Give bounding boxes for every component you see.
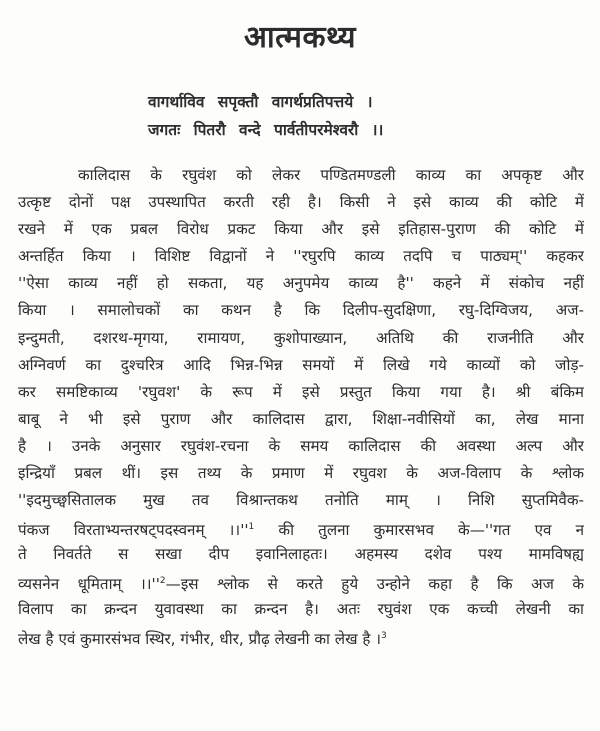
line-text-tail: —इस श्लोक से करते हुये उन्होने कहा है कि अज के: [165, 575, 584, 594]
paragraph-line: ''ऐसा काव्य नहीं हो सकता, यह अनुपमेय काव्य है'' कहने में संकोच नहीं: [18, 274, 584, 293]
paragraph-line: ते निवर्तते स सखा दीप इवानिलाहतः। अहमस्य दशेव पश्य मामविषह्य: [18, 545, 584, 564]
paragraph-line: विलाप का क्रन्दन युवावस्था का क्रन्दन है। अतः रघुवंश एक कच्ची लेखनी का: [18, 599, 584, 618]
footnote-ref-1[interactable]: 1: [248, 522, 255, 533]
line-text: पंकज विरताभ्यन्तरषट्पदस्वनम् ।।'': [18, 521, 249, 540]
paragraph-line: कर समष्टिकाव्य 'रघुवश' के रूप में इसे प्रस्तुत किया गया है। श्री बंकिम: [18, 382, 584, 401]
paragraph-line-with-footnote-1: [18, 514, 584, 541]
verse-line-2: जगतः पितरौ वन्दे पार्वतीपरमेश्वरौ ।।: [148, 121, 384, 139]
paragraph-line: बाबू ने भी इसे पुराण और कालिदास द्वारा, शिक्षा-नवीसियों का, लेख माना: [18, 409, 584, 428]
paragraph-line-with-footnote-2: [18, 568, 584, 595]
paragraph-line: इन्द्रियाँ प्रबल थीं। इस तथ्य के प्रमाण में रघुवश के अज-विलाप के श्लोक: [18, 464, 584, 483]
verse-line-1: वागर्थाविव सपृक्तौ वागर्थप्रतिपत्तये ।: [148, 93, 373, 111]
paragraph-line: रखने में एक प्रबल विरोध प्रकट किया और इसे इतिहास-पुराण की कोटि में: [18, 220, 584, 239]
body-paragraph: [18, 162, 584, 650]
line-text-tail: की तुलना कुमारसभव के—''गत एव न: [254, 521, 584, 540]
epigraph-verse: [148, 88, 488, 144]
paragraph-line: अन्तर्हित किया । विशिष्ट विद्वानों ने ''रघुरपि काव्य तदपि च पाठ्यम्'' कहकर: [18, 247, 584, 266]
line-text: व्यसनेन धूमिताम् ।।'': [18, 575, 160, 594]
line-text: लेख है एवं कुमारसंभव स्थिर, गंभीर, धीर, प्रौढ़ लेखनी का लेख है ।: [18, 629, 381, 648]
paragraph-line: उत्कृष्ट दोनों पक्ष उपस्थापित करती रही है। किसी ने इसे काव्य की कोटि में: [18, 193, 584, 212]
paragraph-line: इन्दुमती, दशरथ-मृगया, रामायण, कुशोपाख्यान, अतिथि की राजनीति और: [18, 328, 584, 347]
paragraph-line: अग्निवर्ण का दुश्चरित्र आदि भिन्न-भिन्न समयों में लिखे गये काव्यों को जोड़-: [18, 355, 584, 374]
footnote-ref-2[interactable]: 2: [159, 576, 166, 587]
page-title: आत्मकथ्य: [243, 20, 357, 55]
paragraph-line: ''इदमुच्छ्वसितालक मुख तव विश्रान्तकथ तनोति माम् । निशि सुप्तमिवैक-: [18, 491, 584, 510]
paragraph-line-with-footnote-3: [18, 623, 584, 650]
paragraph-line: है । उनके अनुसार रघुवंश-रचना के समय कालिदास की अवस्था अल्प और: [18, 436, 584, 455]
footnote-ref-3[interactable]: 3: [380, 630, 387, 641]
paragraph-line: किया । समालोचकों का कथन है कि दिलीप-सुदक्षिणा, रघु-दिग्विजय, अज-: [18, 301, 584, 320]
paragraph-line: कालिदास के रघुवंश को लेकर पण्डितमण्डली काव्य का अपकृष्ट और: [78, 166, 584, 184]
